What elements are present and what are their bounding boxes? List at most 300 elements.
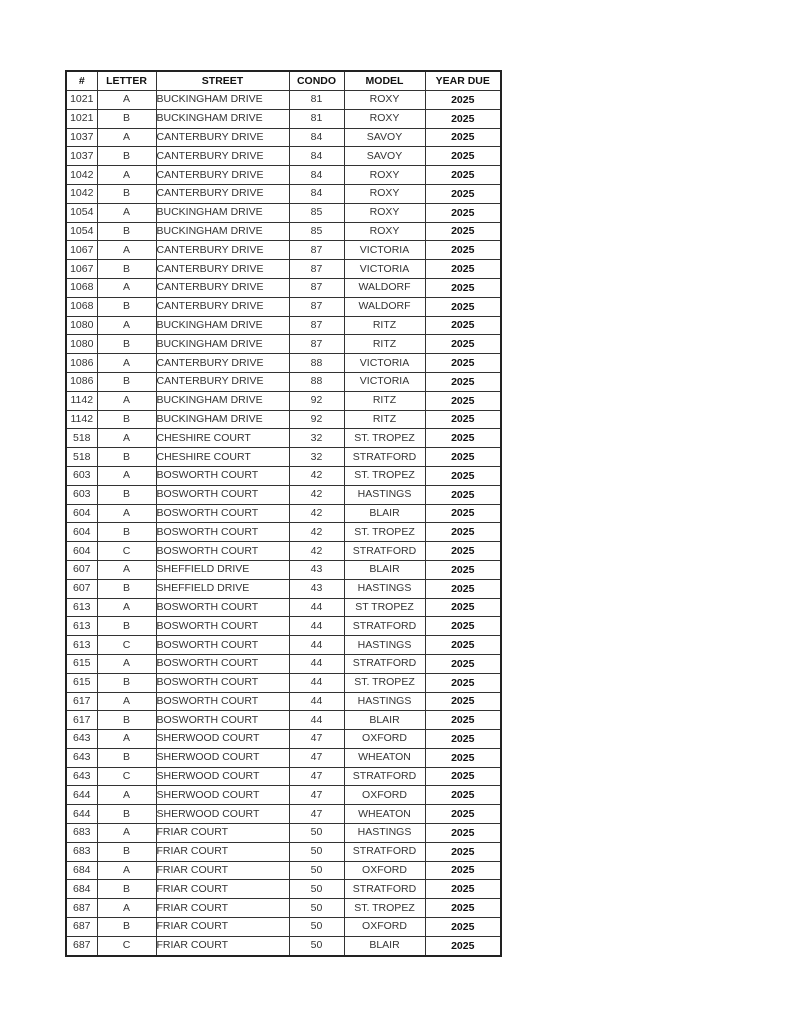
cell-street: BOSWORTH COURT [156, 636, 289, 655]
cell-condo: 43 [289, 560, 344, 579]
cell-model: OXFORD [344, 918, 425, 937]
cell-year-due: 2025 [425, 560, 501, 579]
cell-condo: 85 [289, 222, 344, 241]
cell-letter: A [97, 466, 156, 485]
cell-street: CANTERBURY DRIVE [156, 260, 289, 279]
table-header [66, 71, 501, 91]
cell-num: 683 [66, 824, 97, 843]
cell-model: STRATFORD [344, 767, 425, 786]
cell-model: VICTORIA [344, 241, 425, 260]
cell-num: 607 [66, 560, 97, 579]
cell-street: SHERWOOD COURT [156, 786, 289, 805]
cell-street: BUCKINGHAM DRIVE [156, 109, 289, 128]
cell-letter: A [97, 504, 156, 523]
table-row [66, 166, 501, 185]
cell-condo: 50 [289, 824, 344, 843]
table-row [66, 448, 501, 467]
table-row [66, 542, 501, 561]
cell-street: BUCKINGHAM DRIVE [156, 222, 289, 241]
cell-num: 1067 [66, 260, 97, 279]
cell-year-due: 2025 [425, 91, 501, 110]
cell-condo: 85 [289, 203, 344, 222]
cell-model: ST. TROPEZ [344, 523, 425, 542]
cell-year-due: 2025 [425, 579, 501, 598]
table-body [66, 91, 501, 956]
cell-letter: A [97, 786, 156, 805]
cell-letter: C [97, 936, 156, 955]
cell-num: 1080 [66, 335, 97, 354]
cell-num: 684 [66, 880, 97, 899]
cell-model: HASTINGS [344, 636, 425, 655]
cell-condo: 42 [289, 466, 344, 485]
cell-model: ROXY [344, 91, 425, 110]
table-row [66, 560, 501, 579]
cell-letter: B [97, 335, 156, 354]
cell-street: BOSWORTH COURT [156, 485, 289, 504]
header-model: MODEL [344, 71, 425, 91]
table-row [66, 354, 501, 373]
cell-letter: A [97, 203, 156, 222]
table-row [66, 91, 501, 110]
cell-street: FRIAR COURT [156, 936, 289, 955]
cell-year-due: 2025 [425, 842, 501, 861]
cell-num: 687 [66, 936, 97, 955]
cell-condo: 44 [289, 692, 344, 711]
cell-num: 1080 [66, 316, 97, 335]
cell-letter: A [97, 128, 156, 147]
cell-num: 1042 [66, 166, 97, 185]
cell-year-due: 2025 [425, 166, 501, 185]
cell-street: BOSWORTH COURT [156, 711, 289, 730]
cell-num: 1037 [66, 147, 97, 166]
cell-condo: 81 [289, 109, 344, 128]
cell-year-due: 2025 [425, 523, 501, 542]
cell-model: OXFORD [344, 730, 425, 749]
table-row [66, 767, 501, 786]
table-row [66, 109, 501, 128]
cell-year-due: 2025 [425, 316, 501, 335]
cell-street: FRIAR COURT [156, 842, 289, 861]
cell-letter: B [97, 673, 156, 692]
cell-condo: 32 [289, 448, 344, 467]
cell-num: 518 [66, 429, 97, 448]
cell-num: 1142 [66, 410, 97, 429]
cell-num: 1054 [66, 222, 97, 241]
cell-condo: 44 [289, 673, 344, 692]
cell-num: 615 [66, 654, 97, 673]
table-row [66, 730, 501, 749]
cell-num: 617 [66, 711, 97, 730]
cell-model: STRATFORD [344, 654, 425, 673]
cell-model: OXFORD [344, 786, 425, 805]
cell-num: 603 [66, 485, 97, 504]
cell-letter: A [97, 730, 156, 749]
cell-street: FRIAR COURT [156, 824, 289, 843]
cell-num: 613 [66, 617, 97, 636]
table-row [66, 278, 501, 297]
cell-num: 683 [66, 842, 97, 861]
cell-model: ROXY [344, 222, 425, 241]
table-row [66, 936, 501, 955]
cell-letter: A [97, 560, 156, 579]
cell-letter: B [97, 410, 156, 429]
table-row [66, 335, 501, 354]
cell-model: RITZ [344, 410, 425, 429]
cell-year-due: 2025 [425, 241, 501, 260]
table-row [66, 842, 501, 861]
cell-street: BOSWORTH COURT [156, 542, 289, 561]
cell-num: 643 [66, 730, 97, 749]
cell-model: VICTORIA [344, 260, 425, 279]
cell-num: 604 [66, 542, 97, 561]
table-row [66, 899, 501, 918]
cell-num: 1021 [66, 109, 97, 128]
cell-year-due: 2025 [425, 429, 501, 448]
cell-condo: 87 [289, 335, 344, 354]
cell-model: WALDORF [344, 278, 425, 297]
cell-year-due: 2025 [425, 861, 501, 880]
cell-model: STRATFORD [344, 448, 425, 467]
cell-year-due: 2025 [425, 278, 501, 297]
table-row [66, 485, 501, 504]
cell-year-due: 2025 [425, 598, 501, 617]
cell-street: CANTERBURY DRIVE [156, 184, 289, 203]
cell-condo: 47 [289, 767, 344, 786]
cell-letter: A [97, 241, 156, 260]
cell-condo: 92 [289, 391, 344, 410]
cell-condo: 87 [289, 316, 344, 335]
cell-street: SHEFFIELD DRIVE [156, 560, 289, 579]
cell-letter: A [97, 861, 156, 880]
units-table [65, 70, 502, 957]
cell-num: 617 [66, 692, 97, 711]
cell-model: ROXY [344, 203, 425, 222]
cell-num: 687 [66, 918, 97, 937]
cell-street: SHERWOOD COURT [156, 748, 289, 767]
cell-num: 643 [66, 767, 97, 786]
cell-num: 604 [66, 523, 97, 542]
cell-condo: 84 [289, 128, 344, 147]
table-row [66, 786, 501, 805]
cell-street: CANTERBURY DRIVE [156, 147, 289, 166]
header-condo: CONDO [289, 71, 344, 91]
cell-condo: 50 [289, 880, 344, 899]
cell-letter: B [97, 109, 156, 128]
cell-street: SHERWOOD COURT [156, 767, 289, 786]
cell-year-due: 2025 [425, 260, 501, 279]
cell-year-due: 2025 [425, 466, 501, 485]
table-row [66, 147, 501, 166]
cell-letter: B [97, 805, 156, 824]
table-row [66, 523, 501, 542]
table-row [66, 372, 501, 391]
cell-letter: A [97, 354, 156, 373]
table-row [66, 260, 501, 279]
table-row [66, 880, 501, 899]
cell-model: HASTINGS [344, 824, 425, 843]
cell-model: STRATFORD [344, 842, 425, 861]
cell-num: 1086 [66, 372, 97, 391]
cell-condo: 50 [289, 899, 344, 918]
cell-street: BOSWORTH COURT [156, 466, 289, 485]
cell-num: 603 [66, 466, 97, 485]
cell-street: CANTERBURY DRIVE [156, 297, 289, 316]
table-row [66, 579, 501, 598]
cell-num: 1068 [66, 297, 97, 316]
cell-num: 1086 [66, 354, 97, 373]
cell-num: 1054 [66, 203, 97, 222]
cell-letter: B [97, 297, 156, 316]
cell-num: 615 [66, 673, 97, 692]
cell-year-due: 2025 [425, 824, 501, 843]
table-row [66, 636, 501, 655]
cell-year-due: 2025 [425, 485, 501, 504]
cell-letter: A [97, 824, 156, 843]
cell-year-due: 2025 [425, 880, 501, 899]
cell-condo: 87 [289, 260, 344, 279]
cell-year-due: 2025 [425, 730, 501, 749]
cell-condo: 32 [289, 429, 344, 448]
table-row [66, 654, 501, 673]
cell-street: SHERWOOD COURT [156, 805, 289, 824]
cell-street: FRIAR COURT [156, 880, 289, 899]
table-row [66, 429, 501, 448]
cell-street: FRIAR COURT [156, 861, 289, 880]
cell-num: 518 [66, 448, 97, 467]
cell-street: SHERWOOD COURT [156, 730, 289, 749]
cell-year-due: 2025 [425, 335, 501, 354]
cell-street: CANTERBURY DRIVE [156, 354, 289, 373]
cell-num: 1021 [66, 91, 97, 110]
cell-condo: 47 [289, 805, 344, 824]
cell-condo: 44 [289, 617, 344, 636]
table-row [66, 805, 501, 824]
cell-letter: A [97, 166, 156, 185]
cell-model: OXFORD [344, 861, 425, 880]
cell-year-due: 2025 [425, 542, 501, 561]
cell-num: 1142 [66, 391, 97, 410]
cell-letter: B [97, 485, 156, 504]
cell-street: BUCKINGHAM DRIVE [156, 203, 289, 222]
cell-condo: 47 [289, 748, 344, 767]
cell-letter: B [97, 617, 156, 636]
cell-model: ROXY [344, 166, 425, 185]
table-row [66, 598, 501, 617]
cell-letter: A [97, 91, 156, 110]
cell-year-due: 2025 [425, 936, 501, 955]
cell-year-due: 2025 [425, 109, 501, 128]
cell-model: WALDORF [344, 297, 425, 316]
cell-condo: 44 [289, 636, 344, 655]
cell-condo: 84 [289, 184, 344, 203]
table-row [66, 410, 501, 429]
cell-model: BLAIR [344, 936, 425, 955]
cell-letter: A [97, 899, 156, 918]
cell-model: VICTORIA [344, 354, 425, 373]
cell-condo: 87 [289, 278, 344, 297]
cell-condo: 50 [289, 842, 344, 861]
cell-num: 604 [66, 504, 97, 523]
cell-letter: A [97, 316, 156, 335]
table-row [66, 222, 501, 241]
cell-letter: B [97, 579, 156, 598]
cell-condo: 47 [289, 730, 344, 749]
cell-letter: B [97, 711, 156, 730]
cell-year-due: 2025 [425, 448, 501, 467]
cell-year-due: 2025 [425, 203, 501, 222]
cell-year-due: 2025 [425, 410, 501, 429]
cell-letter: C [97, 636, 156, 655]
cell-condo: 81 [289, 91, 344, 110]
cell-letter: A [97, 429, 156, 448]
cell-year-due: 2025 [425, 372, 501, 391]
cell-model: BLAIR [344, 560, 425, 579]
cell-num: 644 [66, 786, 97, 805]
cell-condo: 42 [289, 523, 344, 542]
header-street: STREET [156, 71, 289, 91]
cell-street: BOSWORTH COURT [156, 673, 289, 692]
table-row [66, 184, 501, 203]
cell-year-due: 2025 [425, 899, 501, 918]
cell-street: CANTERBURY DRIVE [156, 372, 289, 391]
cell-letter: A [97, 598, 156, 617]
cell-street: CHESHIRE COURT [156, 429, 289, 448]
cell-street: BOSWORTH COURT [156, 523, 289, 542]
table-row [66, 673, 501, 692]
header-num: # [66, 71, 97, 91]
cell-street: BUCKINGHAM DRIVE [156, 91, 289, 110]
cell-model: STRATFORD [344, 542, 425, 561]
cell-street: BUCKINGHAM DRIVE [156, 391, 289, 410]
cell-street: CANTERBURY DRIVE [156, 128, 289, 147]
cell-letter: A [97, 654, 156, 673]
cell-model: STRATFORD [344, 617, 425, 636]
cell-num: 613 [66, 598, 97, 617]
cell-condo: 87 [289, 241, 344, 260]
table-row [66, 128, 501, 147]
table-row [66, 918, 501, 937]
cell-num: 684 [66, 861, 97, 880]
cell-letter: C [97, 767, 156, 786]
cell-model: ST. TROPEZ [344, 466, 425, 485]
cell-model: ST. TROPEZ [344, 899, 425, 918]
cell-street: FRIAR COURT [156, 918, 289, 937]
table-row [66, 203, 501, 222]
cell-street: BOSWORTH COURT [156, 654, 289, 673]
cell-model: ST. TROPEZ [344, 429, 425, 448]
cell-num: 1067 [66, 241, 97, 260]
cell-letter: B [97, 880, 156, 899]
cell-model: RITZ [344, 316, 425, 335]
cell-model: HASTINGS [344, 692, 425, 711]
cell-letter: B [97, 748, 156, 767]
cell-letter: B [97, 147, 156, 166]
header-row [66, 71, 501, 91]
cell-condo: 50 [289, 936, 344, 955]
table-row [66, 824, 501, 843]
table-row [66, 241, 501, 260]
cell-year-due: 2025 [425, 711, 501, 730]
cell-year-due: 2025 [425, 636, 501, 655]
cell-letter: B [97, 842, 156, 861]
cell-year-due: 2025 [425, 354, 501, 373]
header-year-due: YEAR DUE [425, 71, 501, 91]
cell-street: FRIAR COURT [156, 899, 289, 918]
cell-model: ST. TROPEZ [344, 673, 425, 692]
cell-street: BOSWORTH COURT [156, 504, 289, 523]
cell-model: ST TROPEZ [344, 598, 425, 617]
cell-model: SAVOY [344, 147, 425, 166]
cell-letter: C [97, 542, 156, 561]
cell-year-due: 2025 [425, 617, 501, 636]
table-row [66, 391, 501, 410]
cell-street: BOSWORTH COURT [156, 617, 289, 636]
cell-letter: B [97, 222, 156, 241]
cell-letter: B [97, 184, 156, 203]
cell-num: 1037 [66, 128, 97, 147]
cell-year-due: 2025 [425, 222, 501, 241]
cell-condo: 42 [289, 504, 344, 523]
cell-num: 1068 [66, 278, 97, 297]
cell-street: BOSWORTH COURT [156, 598, 289, 617]
cell-year-due: 2025 [425, 767, 501, 786]
cell-year-due: 2025 [425, 786, 501, 805]
cell-condo: 88 [289, 372, 344, 391]
table-row [66, 617, 501, 636]
cell-condo: 47 [289, 786, 344, 805]
cell-street: CANTERBURY DRIVE [156, 278, 289, 297]
cell-letter: B [97, 918, 156, 937]
cell-letter: B [97, 523, 156, 542]
header-letter: LETTER [97, 71, 156, 91]
cell-num: 643 [66, 748, 97, 767]
cell-model: WHEATON [344, 748, 425, 767]
cell-street: BUCKINGHAM DRIVE [156, 410, 289, 429]
table-row [66, 692, 501, 711]
cell-letter: B [97, 448, 156, 467]
cell-condo: 84 [289, 166, 344, 185]
cell-year-due: 2025 [425, 748, 501, 767]
cell-condo: 42 [289, 542, 344, 561]
cell-condo: 88 [289, 354, 344, 373]
cell-condo: 42 [289, 485, 344, 504]
cell-year-due: 2025 [425, 918, 501, 937]
cell-condo: 50 [289, 861, 344, 880]
table-row [66, 297, 501, 316]
cell-year-due: 2025 [425, 692, 501, 711]
cell-model: WHEATON [344, 805, 425, 824]
cell-year-due: 2025 [425, 805, 501, 824]
cell-num: 687 [66, 899, 97, 918]
cell-condo: 44 [289, 654, 344, 673]
table-row [66, 711, 501, 730]
cell-year-due: 2025 [425, 297, 501, 316]
cell-model: BLAIR [344, 504, 425, 523]
cell-num: 613 [66, 636, 97, 655]
cell-model: SAVOY [344, 128, 425, 147]
cell-model: HASTINGS [344, 579, 425, 598]
cell-year-due: 2025 [425, 654, 501, 673]
cell-model: RITZ [344, 335, 425, 354]
cell-year-due: 2025 [425, 391, 501, 410]
cell-year-due: 2025 [425, 504, 501, 523]
table-row [66, 504, 501, 523]
cell-year-due: 2025 [425, 147, 501, 166]
cell-num: 607 [66, 579, 97, 598]
cell-year-due: 2025 [425, 128, 501, 147]
cell-condo: 44 [289, 598, 344, 617]
cell-model: RITZ [344, 391, 425, 410]
